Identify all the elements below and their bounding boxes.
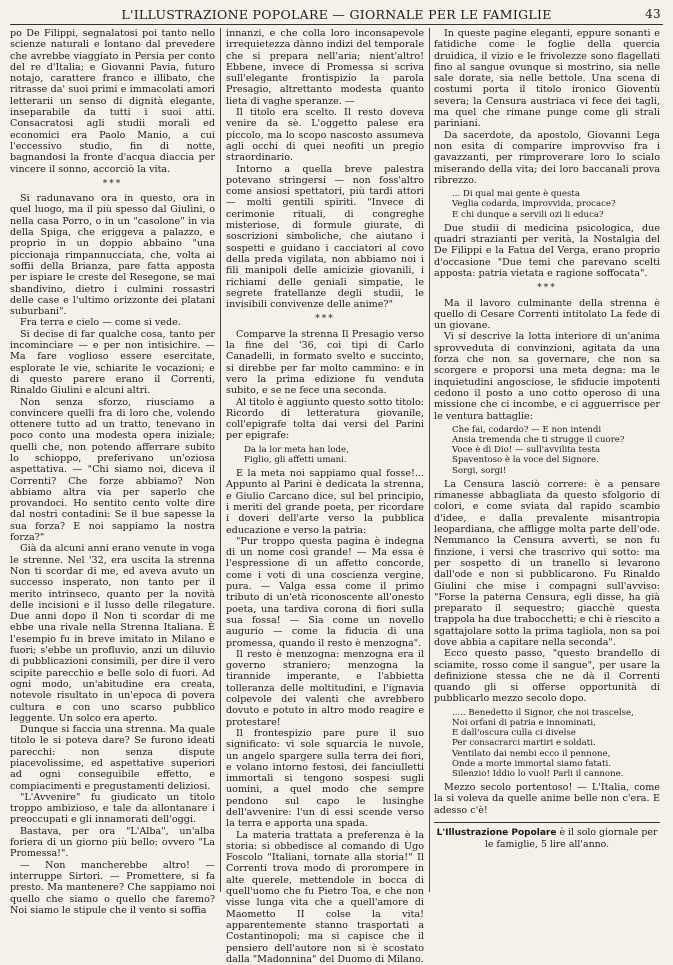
- notice-title: L'Illustrazione Popolare: [436, 828, 557, 839]
- verse-line: Da la lor meta han lode,: [244, 444, 349, 455]
- paragraph: Ecco questo passo, "questo brandello di sciamite, rosso come il sangue", per usare la definizione stessa che ne dà il Correnti quando gli si offerse opportunità di pubblicarlo mezzo secolo dopo.: [434, 648, 660, 705]
- verse-line: E chi dunque a servili ozi li educa?: [452, 209, 604, 220]
- page-number: 43: [645, 7, 661, 21]
- verse-line: Ansia tremenda che ti strugge il cuore?: [452, 435, 625, 446]
- paragraph: Si radunavano ora in questo, ora in quel luogo, ma il più spesso dal Giulini, o nella casa Porro, o in un "casolone" in via della Spiga, che eriggeva a palazzo, e proprio in un doppio abbaino "una piccionaja rimpannucciata, che, volta ai soffii della Brianza, pare fatta apposta per ispiare le creste del Resegone, se mai sbandivino, dietro i culmini rossastri delle case e l'ultimo orizzonte dei platani suburbani".: [10, 193, 215, 318]
- paragraph: Mezzo secolo portentoso! — L'Italia, come la si voleva da quelle anime belle non c'era. E adesso c'è!: [434, 782, 660, 816]
- section-separator: ***: [537, 283, 557, 294]
- subscription-notice: [434, 822, 660, 850]
- paragraph: innanzi, e che colla loro inconsapevole irrequietezza dànno indizi del temporale che si prepara nell'aria; nient'altro! Ebbene, invece di Promessa si scriva sull'elegante frontispizio la parola Presagio, altrettanto modesta quanto lieta di vaghe speranze. —: [226, 28, 424, 107]
- paragraph: po De Filippi, segnalatosi poi tanto nello scienze naturali e lontano dal prevedere che avrebbe viaggiato in Persia per conto del re d'Italia; e Giovanni Pavia, futuro notajo, carattere franco e illibato, che ritrasse da' suoi primi e immacolati amori letterarii un senso di dignità elegante, inseparabile da tutti i suoi atti. Consacratosi agli studii morali ed economici era Paolo Manio, a cui l'eccessivo studio, fin di notte, bagnandosi la fronte d'acqua diaccia per vincere il sonno, accorciò la vita.: [10, 28, 215, 175]
- column-rule: [220, 28, 221, 892]
- verse-line: Sorgi, sorgi!: [452, 465, 507, 476]
- notice-text: è il solo giornale per le famiglie, 5 lire all'anno.: [484, 827, 658, 851]
- verse-line: ... Di qual mai gente è questa: [452, 189, 581, 200]
- paragraph: Il titolo era scelto. Il resto doveva venire da sè. L'oggetto palese era piccolo, ma lo scopo nascosto assumeva agli occhi di quei neofiti un pregio straordinario.: [226, 107, 424, 164]
- paragraph: Già da alcuni anni erano venute in voga le strenne. Nel '32, era uscita la strenna Non ti scordar di me, ed aveva avuto un successo insperato, non tanto per il merito intrinseco, quanto per la novità delle incisioni e il lusso delle rilegature. Due anni dopo il Non ti scordar di me ebbe una rivale nella Strenna Italiana. È l'esempio fu in breve imitato in Milano e fuori; s'ebbe un profluvio, anzi un diluvio di pubblicazioni consimili, per dire il vero scipite parecchio e belle solo di fuori. Ad ogni modo, un'abitudine era creata, notevole risultato in un'epoca di povera cultura e con uno scarso pubblico leggente. Un solco era aperto.: [10, 543, 215, 724]
- paragraph: Il resto è menzogna: menzogna era il governo straniero; menzogna la tirannide imperante, e l'abbietta tolleranza delle moltitudini, e l'ignavia colpevole dei valenti che avrebbero dovuto e potuto in altro modo reagire e protestare!: [226, 648, 424, 728]
- paragraph: Due studii di medicina psicologica, due quadri strazianti per verità, la Nostalgia del De Filippi e la Fatua del Verga, erano proprio d'occasione "Due temi che parevano scelti apposta: patria vietata e ragione soffocata".: [434, 222, 660, 279]
- column-left: [10, 28, 215, 916]
- verse-line: Voce è di Dio! — sull'avvilita testa: [452, 445, 601, 456]
- verse-line: Veglia codarda, improvvida, procace?: [452, 199, 616, 210]
- verse-line: Figlio, gli affetti umani.: [244, 454, 347, 465]
- paragraph: E la meta noi sappiamo qual fosse!... Appunto al Parini è dedicata la strenna, e Giulio Carcano dice, sul bel principio, i meriti del grande poeta, per ricordare i doveri dell'arte verso la pubblica educazione e verso la patria:: [226, 468, 424, 536]
- verse-quote: [452, 189, 660, 220]
- paragraph: Il frontespizio pare pure il suo significato: vi sole squarcia le nuvole, un angelo spargere sulla terra dei fiori, e volano intorno festosi, dei fanciulletti immortali si tengono sospesi sugli uomini, a quel modo che sempre pendono sul capo le lusinghe dell'avvenire: l'un di essi scende verso la terra e apporta una spada.: [226, 727, 424, 830]
- verse-line: Onde a morte immortal siamo fatati.: [452, 758, 611, 769]
- verse-line: ..... Benedetto il Signor, che noi trascelse,: [452, 707, 634, 718]
- paragraph: Non senza sforzo, riusciamo a convincere quelli fra di loro che, volendo ottenere tutto ad un tratto, tenevano in poco conto una modesta opera iniziale; quelli che, non potendo afferrare subito lo schioppo, preferivano un'oziosa aspettativa. — "Chi siamo noi, diceva il Correnti? Che forze abbiamo? Non abbiamo altra via per saperlo che provandoci. Ho sentito cento volte dire dal nostri contadini: Se il bue sapesse la sua forza? E noi sappiamo la nostra forza?": [10, 396, 215, 544]
- verse-quote: [452, 425, 660, 476]
- paragraph: La materia trattata a preferenza è la storia: si obbedisce al comando di Ugo Foscolo "Italiani, tornate alla storia!" Il Correnti trova modo di prorompere in alte querele, mettendole in bocca di quell'uomo che fu Pietro Toa, e che non visse lunga vita che a quell'amore di Maometto II colse la vita! apparentemente stanno trasportati a Costantinopoli; ma si capisce che il pensiero dell'autore non si è scostato dalla "Madonnina" del Duomo di Milano.: [226, 829, 424, 965]
- paragraph: "L'Avvenire" fu giudicato un titolo troppo ambizioso, e tale da allontanare i preoccupati e gli innamorati dell'oggi.: [10, 791, 215, 826]
- paragraph: Intorno a quella breve palestra potevano stringersi — non foss'altro come ansiosi spettatori, più tardi attori — molti gentili spiriti. "Invece di cerimonie rituali, di congreghe misteriose, di formule giurate, di soscrizioni simboliche, che aiutano i sospetti e guidano i cacciatori al covo della preda vigilata, non abbiamo noi i fili manipoli delle amicizie giovanili, i richiami delle geniali simpatie, le segrete fratellanze degli studii, le invisibili convivenze delle anime?": [226, 163, 424, 311]
- section-separator: ***: [102, 178, 123, 189]
- paragraph: "Pur troppo questa pagina è indegna di un nome così grande! — Ma essa è l'espressione di un affetto concorde, come i voti di una coscienza vergine, pura. — Valga essa come il primo tributo di un'età riconoscente all'onesto poeta, una tardiva corona di fiori sulla sua fossa! — Sia come un novello augurio — come la fiducia di una promessa, quando il resto è menzogna".: [226, 535, 424, 649]
- paragraph: Comparve la strenna Il Presagio verso la fine del '36, coi tipi di Carlo Canadelli, in formato svelto e succinto, si direbbe per far molto cammino: e in vero la prima edizione fu venduta subito, e se ne fece una seconda.: [226, 328, 424, 397]
- paragraph: Da sacerdote, da apostolo, Giovanni Lega non esita di comparire improvviso fra i gavazzanti, per rimproverare loro lo scialo miserando della vita; dei loro baccanali prova ribrezzo.: [434, 129, 660, 186]
- verse-line: Spaventoso è la voce del Signore.: [452, 455, 599, 466]
- running-title: L'ILLUSTRAZIONE POPOLARE — GIORNALE PER LE FAMIGLIE: [121, 7, 552, 22]
- verse-line: Silenzio! Iddio lo vuol! Parli il cannone.: [452, 768, 624, 779]
- column-rule: [429, 28, 430, 892]
- paragraph: Al titolo è aggiunto questo sotto titolo: Ricordo di letteratura giovanile, coll'epigrafe tolta dai versi del Parini per epigrafe:: [226, 396, 424, 442]
- paragraph: Dunque si faccia una strenna. Ma quale titolo le si poteva dare? Se furono ideati parecchi: non senza dispute piacevolissime, ed aspettative superiori ad ogni conseguibile effetto, e compiacimenti e pregustamenti deliziosi.: [10, 724, 215, 792]
- paragraph: Vi si descrive la lotta interiore di un'anima sprovveduta di convinzioni, agitata da una forza che non sa governare, che non sa scorgere e proporsi una meta degna: ma le inquietudini angosciose, le sfiducie impotenti cedono il posto a uno cotto operoso di una missione che ci incombe, e ci agguerrisce per le ventura battaglie:: [434, 331, 660, 422]
- column-middle: [226, 28, 424, 965]
- paragraph: Ma il lavoro culminante della strenna è quello di Cesare Correnti intitolato La fede di un giovane.: [434, 297, 660, 332]
- verse-quote: [452, 708, 660, 779]
- column-right: [434, 28, 660, 892]
- verse-line: Noi orfani di patria e innominati,: [452, 717, 596, 728]
- verse-line: E dall'oscura culla ci divelse: [452, 728, 576, 739]
- paragraph: La Censura lasciò correre: è a pensare rimanesse abbagliata da questo sfolgorio di colori, e come sviata dal rapido scambio d'idee, e dalla prevalente misantropia leopardiana, che affligge molta parte dell'ode. Nemmanco la Censura avvertì, se non fu finzione, i versi che trascrivo qui sotto: ma per sospetto di un tranello si levarono dall'ode e non si pubblicarono. Fu Rinaldo Giulini che mise i compagni sull'avviso: "Forse la paterna Censura, egli disse, ha già preparato il sequestro; giacchè questa trappola ha due trabocchetti; e chi è riescito a sgattajolare sotto la prima tagliola, non sa poi dove abbia a capitare nella seconda".: [434, 478, 661, 648]
- paragraph: Fra terra e cielo — come si vede.: [20, 317, 181, 329]
- verse-line: Ventilato dai nembi ecco il pennone,: [452, 748, 611, 759]
- paragraph: — Non mancherebbe altro! — interruppe Sirtori. — Promettere, si fa presto. Ma mantenere? Che sappiamo noi quello che siamo o quello che faremo? Noi siamo le stipule che il vento si soffia: [10, 859, 215, 916]
- verse-quote: [244, 445, 424, 465]
- verse-line: Che fai, codardo? — E non intendi: [452, 424, 602, 435]
- page-header: [10, 6, 663, 25]
- paragraph: Bastava, per ora "L'Alba", un'alba foriera di un giorno più bello: ovvero "La Promessa!".: [10, 825, 215, 860]
- paragraph: In queste pagine eleganti, eppure sonanti e fatidiche come le foglie della quercia druidica, il vizio e le frivolezze sono flagellati fino al sangue ovunque si mostrino, sia nelle sale dorate, sia nelle bettole. Una scena di costumi porta il titolo ironico Gioventù severa; la Censura austriaca vi fece dei tagli, ma quel che rimane punge come gli strali pariniani.: [434, 28, 660, 130]
- section-separator: ***: [315, 314, 335, 325]
- paragraph: Si decise di far qualche cosa, tanto per incominciare — e per non intisichire. — Ma fare voglioso essere esercitate, esplorate le vie, schiarite le vocazioni; e di questo parere erano il Correnti, Rinaldo Giulini e alcuni altri.: [10, 328, 215, 397]
- verse-line: Per consacrarci martiri e soldati.: [452, 738, 596, 749]
